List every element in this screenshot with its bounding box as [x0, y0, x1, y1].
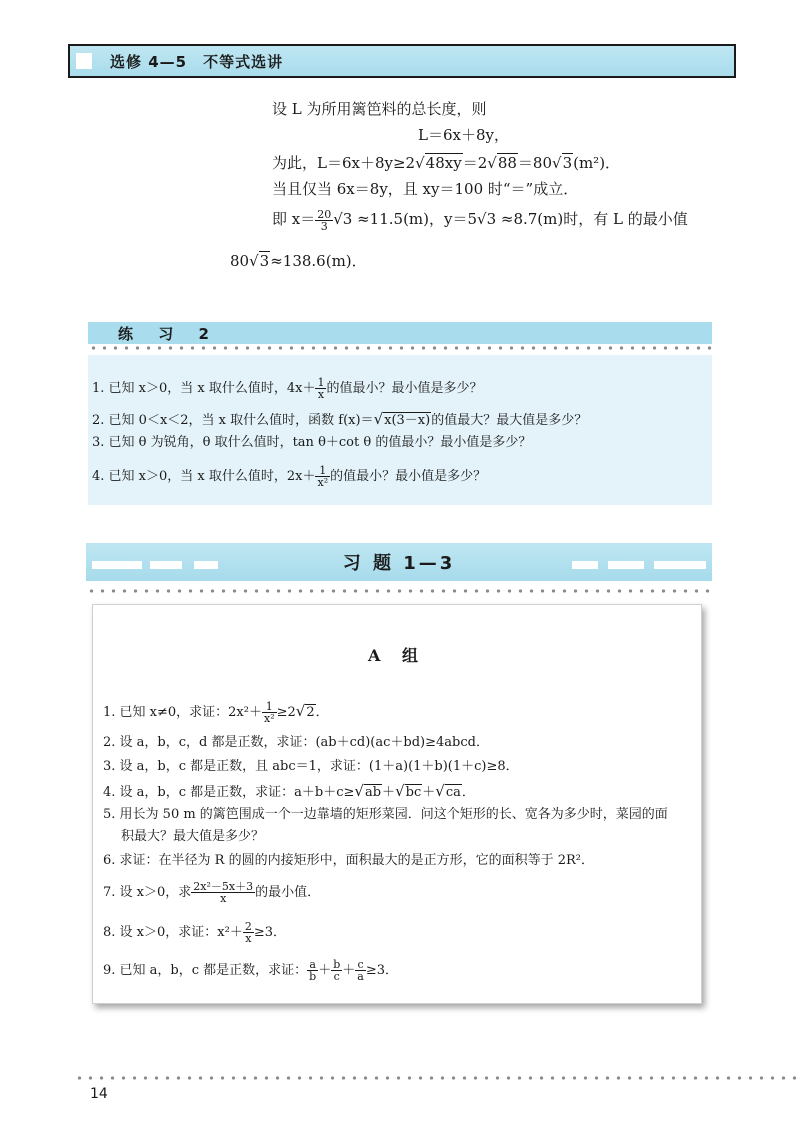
fraction — [191, 881, 255, 904]
denominator: x — [220, 892, 227, 905]
exercise-item-4 — [92, 465, 486, 488]
exercise-box — [88, 355, 712, 505]
solution-text: 为此，L＝6x＋8y≥2 — [272, 154, 416, 172]
fraction — [315, 465, 330, 488]
problem-card — [92, 604, 702, 1004]
radicand: 48xy — [425, 154, 462, 172]
problem-text: 2. 设 a，b，c，d 都是正数，求证：(ab＋cd)(ac＋bd)≥4abcd． — [103, 735, 489, 750]
problem-text: 6. 求证：在半径为 R 的圆的内接矩形中，面积最大的是正方形，它的面积等于 2R²． — [103, 853, 594, 868]
exercise-item-1 — [92, 377, 483, 400]
denominator: 3 — [320, 219, 328, 233]
problem-text: ≥2 — [276, 705, 296, 720]
exercise-item-2 — [92, 409, 587, 431]
exercise-text: 的值最小？最小值是多少？ — [326, 381, 483, 396]
solution-text: (m²)． — [573, 154, 621, 172]
denominator: x — [245, 932, 252, 945]
exercise-label: 练 习 2 — [118, 325, 219, 343]
numerator: 1 — [317, 376, 325, 389]
fraction — [243, 921, 254, 944]
exercise-text: 4. 已知 x＞0，当 x 取什么值时，2x＋ — [92, 469, 316, 484]
problem-8 — [103, 921, 286, 944]
fraction — [331, 959, 342, 982]
solution-line-1 — [272, 98, 487, 120]
solution-line-2 — [418, 124, 509, 146]
numerator: b — [333, 958, 341, 971]
problem-text: 4. 设 a，b，c 都是正数，求证：a＋b＋c≥ — [103, 785, 355, 800]
solution-text: ＝2 — [462, 154, 488, 172]
fraction — [355, 959, 366, 982]
sqrt-sign: √ — [354, 782, 364, 800]
solution-text: √3 ≈11.5(m)，y＝5√3 ≈8.7(m)时，有 L 的最小值 — [333, 210, 688, 228]
numerator: 1 — [262, 701, 277, 713]
radicand: ab — [364, 785, 382, 800]
numerator: 2x²－5x＋3 — [193, 880, 254, 893]
sqrt-sign: √ — [395, 782, 405, 800]
radicand: x(3－x) — [384, 413, 431, 428]
problem-3 — [103, 757, 519, 777]
group-title: A 组 — [368, 646, 426, 665]
problem-text: ＋ — [422, 785, 436, 800]
exercise-header-bar — [88, 322, 712, 344]
solution-text: 当且仅当 6x＝8y，且 xy＝100 时“＝”成立． — [272, 180, 579, 198]
numerator: c — [355, 959, 366, 971]
problem-text: 7. 设 x＞0，求 — [103, 885, 192, 900]
problem-4 — [103, 781, 475, 803]
exercise-text: 的值最小？最小值是多少？ — [330, 469, 487, 484]
exercise-text: 的值最大？最大值是多少？ — [431, 413, 588, 428]
solution-text: ＝80 — [517, 154, 552, 172]
section-title: 习 题 1—3 — [342, 553, 456, 574]
problem-text: 的最小值． — [255, 885, 321, 900]
exercise-text: 3. 已知 θ 为锐角，θ 取什么值时，tan θ＋cot θ 的值最小？最小值是多少？ — [92, 435, 532, 450]
solution-text: 即 x＝ — [272, 210, 316, 228]
problem-text: 积最大？最大值是多少？ — [121, 829, 265, 844]
chapter-header — [68, 44, 736, 78]
solution-line-6 — [230, 250, 367, 272]
numerator: 2 — [244, 920, 252, 933]
problem-text: 9. 已知 a，b，c 都是正数，求证： — [103, 963, 308, 978]
denominator: x² — [317, 476, 329, 489]
exercise-text: 2. 已知 0＜x＜2，当 x 取什么值时，函数 f(x)＝ — [92, 413, 374, 428]
fraction — [307, 959, 318, 982]
problem-5 — [103, 805, 668, 825]
problem-9 — [103, 959, 398, 982]
solution-line-5 — [272, 208, 688, 232]
problem-text: ≥3． — [253, 925, 286, 940]
fraction — [315, 377, 326, 400]
chapter-title: 选修 4—5 不等式选讲 — [110, 53, 284, 71]
header-square-mark — [76, 53, 92, 69]
problem-text: 1. 已知 x≠0，求证：2x²＋ — [103, 705, 262, 720]
radicand: 2 — [306, 705, 315, 720]
sqrt-sign: √ — [373, 410, 384, 428]
fraction — [315, 209, 333, 232]
problem-text: ＋ — [318, 963, 332, 978]
denominator: b — [309, 970, 317, 983]
problem-2 — [103, 733, 489, 753]
sqrt-sign: √ — [435, 782, 445, 800]
radicand: 3 — [259, 252, 270, 270]
exercise-item-3 — [92, 433, 531, 453]
problem-text: ． — [461, 785, 475, 800]
denominator: x — [317, 388, 325, 401]
exercise-text: 1. 已知 x＞0，当 x 取什么值时，4x＋ — [92, 381, 316, 396]
denominator: c — [333, 970, 340, 983]
problem-text: ． — [315, 705, 329, 720]
problem-7 — [103, 881, 320, 904]
radicand: ca — [445, 785, 461, 800]
radicand: 88 — [497, 154, 517, 172]
solution-text: 设 L 为所用篱笆料的总长度，则 — [272, 100, 487, 118]
dotted-divider — [88, 345, 712, 351]
denominator: a — [357, 970, 364, 983]
problem-text: 3. 设 a，b，c 都是正数，且 abc＝1，求证：(1＋a)(1＋b)(1＋c)≥8． — [103, 759, 519, 774]
sqrt-sign: √ — [487, 154, 497, 172]
footer-dotted-divider — [74, 1075, 800, 1081]
numerator: 1 — [315, 465, 330, 477]
solution-line-4 — [272, 178, 578, 200]
problem-5-continued — [121, 827, 264, 847]
problem-text: 8. 设 x＞0，求证：x²＋ — [103, 925, 243, 940]
sqrt-sign: √ — [552, 154, 562, 172]
radicand: 3 — [562, 154, 573, 172]
solution-text: L＝6x＋8y， — [418, 126, 509, 144]
solution-text: ≈138.6(m)． — [270, 252, 367, 270]
problem-6 — [103, 851, 594, 871]
problem-text: 5. 用长为 50 m 的篱笆围成一个一边靠墙的矩形菜园．问这个矩形的长、宽各为多少时，菜园的面 — [103, 807, 668, 822]
section-banner — [86, 543, 712, 581]
sqrt-sign: √ — [249, 252, 259, 270]
problem-text: ≥3． — [365, 963, 399, 978]
radicand: bc — [405, 785, 422, 800]
problem-text: ＋ — [382, 785, 396, 800]
solution-text: 80 — [230, 252, 250, 270]
problem-text: ＋ — [342, 963, 356, 978]
numerator: a — [307, 959, 318, 971]
problem-1 — [103, 701, 329, 724]
dotted-divider — [86, 588, 712, 594]
sqrt-sign: √ — [295, 702, 306, 720]
page-number: 14 — [90, 1086, 108, 1102]
denominator: x² — [263, 712, 275, 725]
fraction — [262, 701, 277, 724]
numerator: 20 — [317, 207, 332, 221]
solution-line-3 — [272, 152, 620, 174]
sqrt-sign: √ — [415, 154, 425, 172]
